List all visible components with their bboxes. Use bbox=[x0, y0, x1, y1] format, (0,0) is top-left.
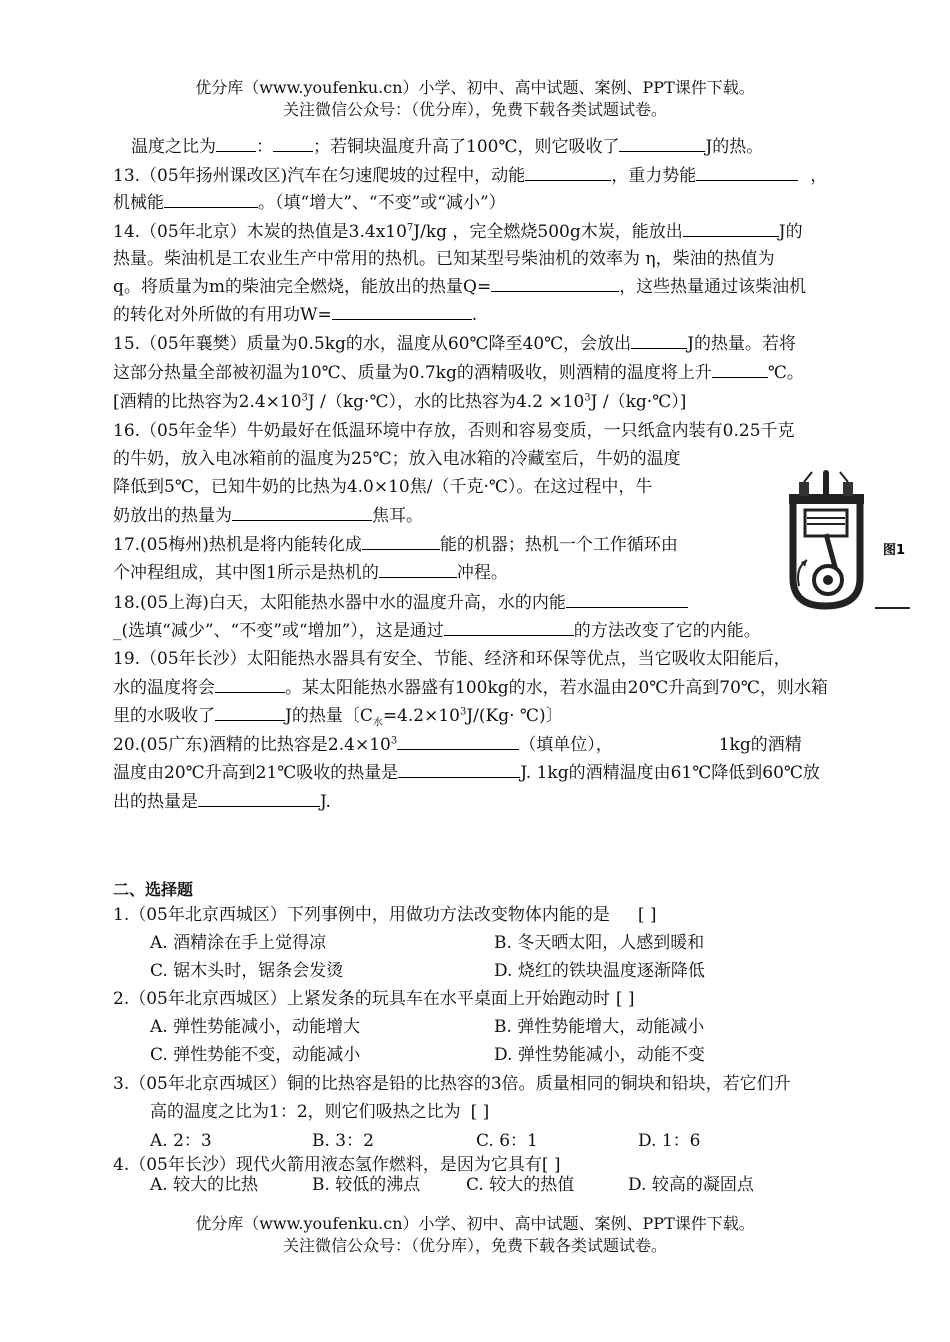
choice-question-1: 1.（05年北京西城区）下列事例中，用做功方法改变物体内能的是 [ ] bbox=[113, 905, 657, 925]
page-footer bbox=[0, 1213, 950, 1257]
choice-question-2: 2.（05年北京西城区）上紧发条的玩具车在水平桌面上开始跑动时 [ ] bbox=[113, 989, 635, 1009]
question-13-line-2: 机械能 。（填“增大”、“不变”或“减小”） bbox=[113, 193, 506, 213]
choice-2-option-a: A. 弹性势能减小，动能增大 bbox=[150, 1017, 361, 1037]
figure-label: 图1 bbox=[883, 543, 906, 558]
question-16-line-2: 的牛奶，放入电冰箱前的温度为25℃；放入电冰箱的冷藏室后，牛奶的温度 bbox=[113, 449, 681, 469]
choice-4-option-c: C. 较大的热值 bbox=[466, 1175, 575, 1195]
choice-1-option-a: A. 酒精涂在手上觉得凉 bbox=[150, 933, 327, 953]
question-19-line-1: 19.（05年长沙）太阳能热水器具有安全、节能、经济和环保等优点，当它吸收太阳能后， bbox=[113, 649, 791, 669]
question-16-line-3: 降低到5℃，已知牛奶的比热为4.0×10焦/（千克·℃）。在这过程中，牛 bbox=[113, 477, 653, 497]
choice-4-option-a: A. 较大的比热 bbox=[150, 1175, 259, 1195]
question-15-line-2: 这部分热量全部被初温为10℃、质量为0.7kg的酒精吸收，则酒精的温度将上升 ℃。 bbox=[113, 363, 804, 383]
choice-question-4: 4.（05年长沙）现代火箭用液态氢作燃料，是因为它具有[ ] bbox=[113, 1155, 561, 1175]
choice-4-option-b: B. 较低的沸点 bbox=[312, 1175, 421, 1195]
question-14-line-3: q。将质量为m的柴油完全燃烧，能放出的热量Q= ，这些热量通过该柴油机 bbox=[113, 277, 807, 297]
header-line-1: 优分库（www.youfenku.cn）小学、初中、高中试题、案例、PPT课件下载。 bbox=[195, 78, 755, 97]
choice-2-option-d: D. 弹性势能减小，动能不变 bbox=[494, 1045, 705, 1065]
footer-line-2: 关注微信公众号：（优分库），免费下载各类试题试卷。 bbox=[282, 1236, 667, 1255]
question-15-line-3: [酒精的比热容为$2.4\times 10^3J$ /（kg·℃），水的比热容为$4.2 \times 10^3J$ /（kg·℃）] bbox=[113, 392, 687, 412]
question-14-line-1: 14.（05年北京）木炭的热值是$3.4x10^7J/kg$ ，完全燃烧500g木炭，能放出 J的 bbox=[113, 222, 803, 242]
choice-question-3-line-1: 3.（05年北京西城区）铜的比热容是铅的比热容的3倍。质量相同的铜块和铅块，若它们升 bbox=[113, 1074, 791, 1094]
choice-3-option-d: D. 1：6 bbox=[638, 1131, 701, 1151]
question-18-line-2: _(选填“减少”、“不变”或“增加”），这是通过 的方法改变了它的内能。 bbox=[113, 621, 761, 641]
footer-line-1: 优分库（www.youfenku.cn）小学、初中、高中试题、案例、PPT课件下载。 bbox=[195, 1214, 755, 1233]
question-19-line-2: 水的温度将会 。某太阳能热水器盛有100kg的水，若水温由20℃升高到70℃，则水箱 bbox=[113, 678, 828, 698]
question-20-line-3: 出的热量是 J. bbox=[113, 792, 331, 812]
engine-figure bbox=[785, 468, 910, 613]
choice-2-option-b: B. 弹性势能增大，动能减小 bbox=[494, 1017, 705, 1037]
question-19-line-3: 里的水吸收了 J的热量〔$C_水=4.2\times 10^3J/(Kg\cdot$ ℃)〕 bbox=[113, 706, 563, 729]
section-2-title: 二、选择题 bbox=[113, 880, 194, 899]
choice-1-option-c: C. 锯木头时，锯条会发烫 bbox=[150, 961, 344, 981]
page-header bbox=[0, 77, 950, 121]
question-15-line-1: 15.（05年襄樊）质量为0.5kg的水，温度从60℃降至40℃，会放出 J的热量。若将 bbox=[113, 334, 797, 354]
question-14-line-2: 热量。柴油机是工农业生产中常用的热机。已知某型号柴油机的效率为 η，柴油的热值为 bbox=[113, 249, 775, 269]
question-18-line-1: 18.(05上海)白天，太阳能热水器中水的温度升高，水的内能 bbox=[113, 590, 688, 616]
header-line-2: 关注微信公众号：（优分库），免费下载各类试题试卷。 bbox=[282, 100, 667, 119]
choice-2-option-c: C. 弹性势能不变，动能减小 bbox=[150, 1045, 361, 1065]
question-13-line-1: 13.（05年扬州课改区)汽车在匀速爬坡的过程中，动能 ，重力势能 ， bbox=[113, 166, 828, 186]
question-14-line-4: 的转化对外所做的有用功W= . bbox=[113, 305, 478, 325]
question-17-line-1: 17.(05梅州)热机是将内能转化成 能的机器；热机一个工作循环由 bbox=[113, 535, 678, 555]
choice-3-option-a: A. 2：3 bbox=[150, 1131, 212, 1151]
engine-cylinder-icon bbox=[785, 468, 910, 613]
question-20-line-1: 20.(05广东)酒精的比热容是$2.4\times 10^3$ （填单位）， 1kg的酒精 bbox=[113, 735, 802, 755]
choice-3-option-b: B. 3：2 bbox=[312, 1131, 374, 1151]
question-17-line-2: 个冲程组成，其中图1所示是热机的 冲程。 bbox=[113, 563, 508, 583]
choice-question-3-line-2: 高的温度之比为1：2，则它们吸热之比为 [ ] bbox=[150, 1102, 490, 1122]
choice-3-option-c: C. 6：1 bbox=[476, 1131, 538, 1151]
choice-1-option-b: B. 冬天晒太阳，人感到暖和 bbox=[494, 933, 705, 953]
question-12-continuation: 温度之比为 ： ；若铜块温度升高了100℃，则它吸收了 J的热。 bbox=[131, 137, 764, 157]
choice-4-option-d: D. 较高的凝固点 bbox=[628, 1175, 754, 1195]
choice-1-option-d: D. 烧红的铁块温度逐渐降低 bbox=[494, 961, 705, 981]
question-16-line-4: 奶放出的热量为 焦耳。 bbox=[113, 506, 423, 526]
question-20-line-2: 温度由20℃升高到21℃吸收的热量是 J. 1kg的酒精温度由61℃降低到60℃放 bbox=[113, 763, 820, 783]
question-16-line-1: 16.（05年金华）牛奶最好在低温环境中存放，否则和容易变质，一只纸盒内装有0.25千克 bbox=[113, 421, 795, 441]
